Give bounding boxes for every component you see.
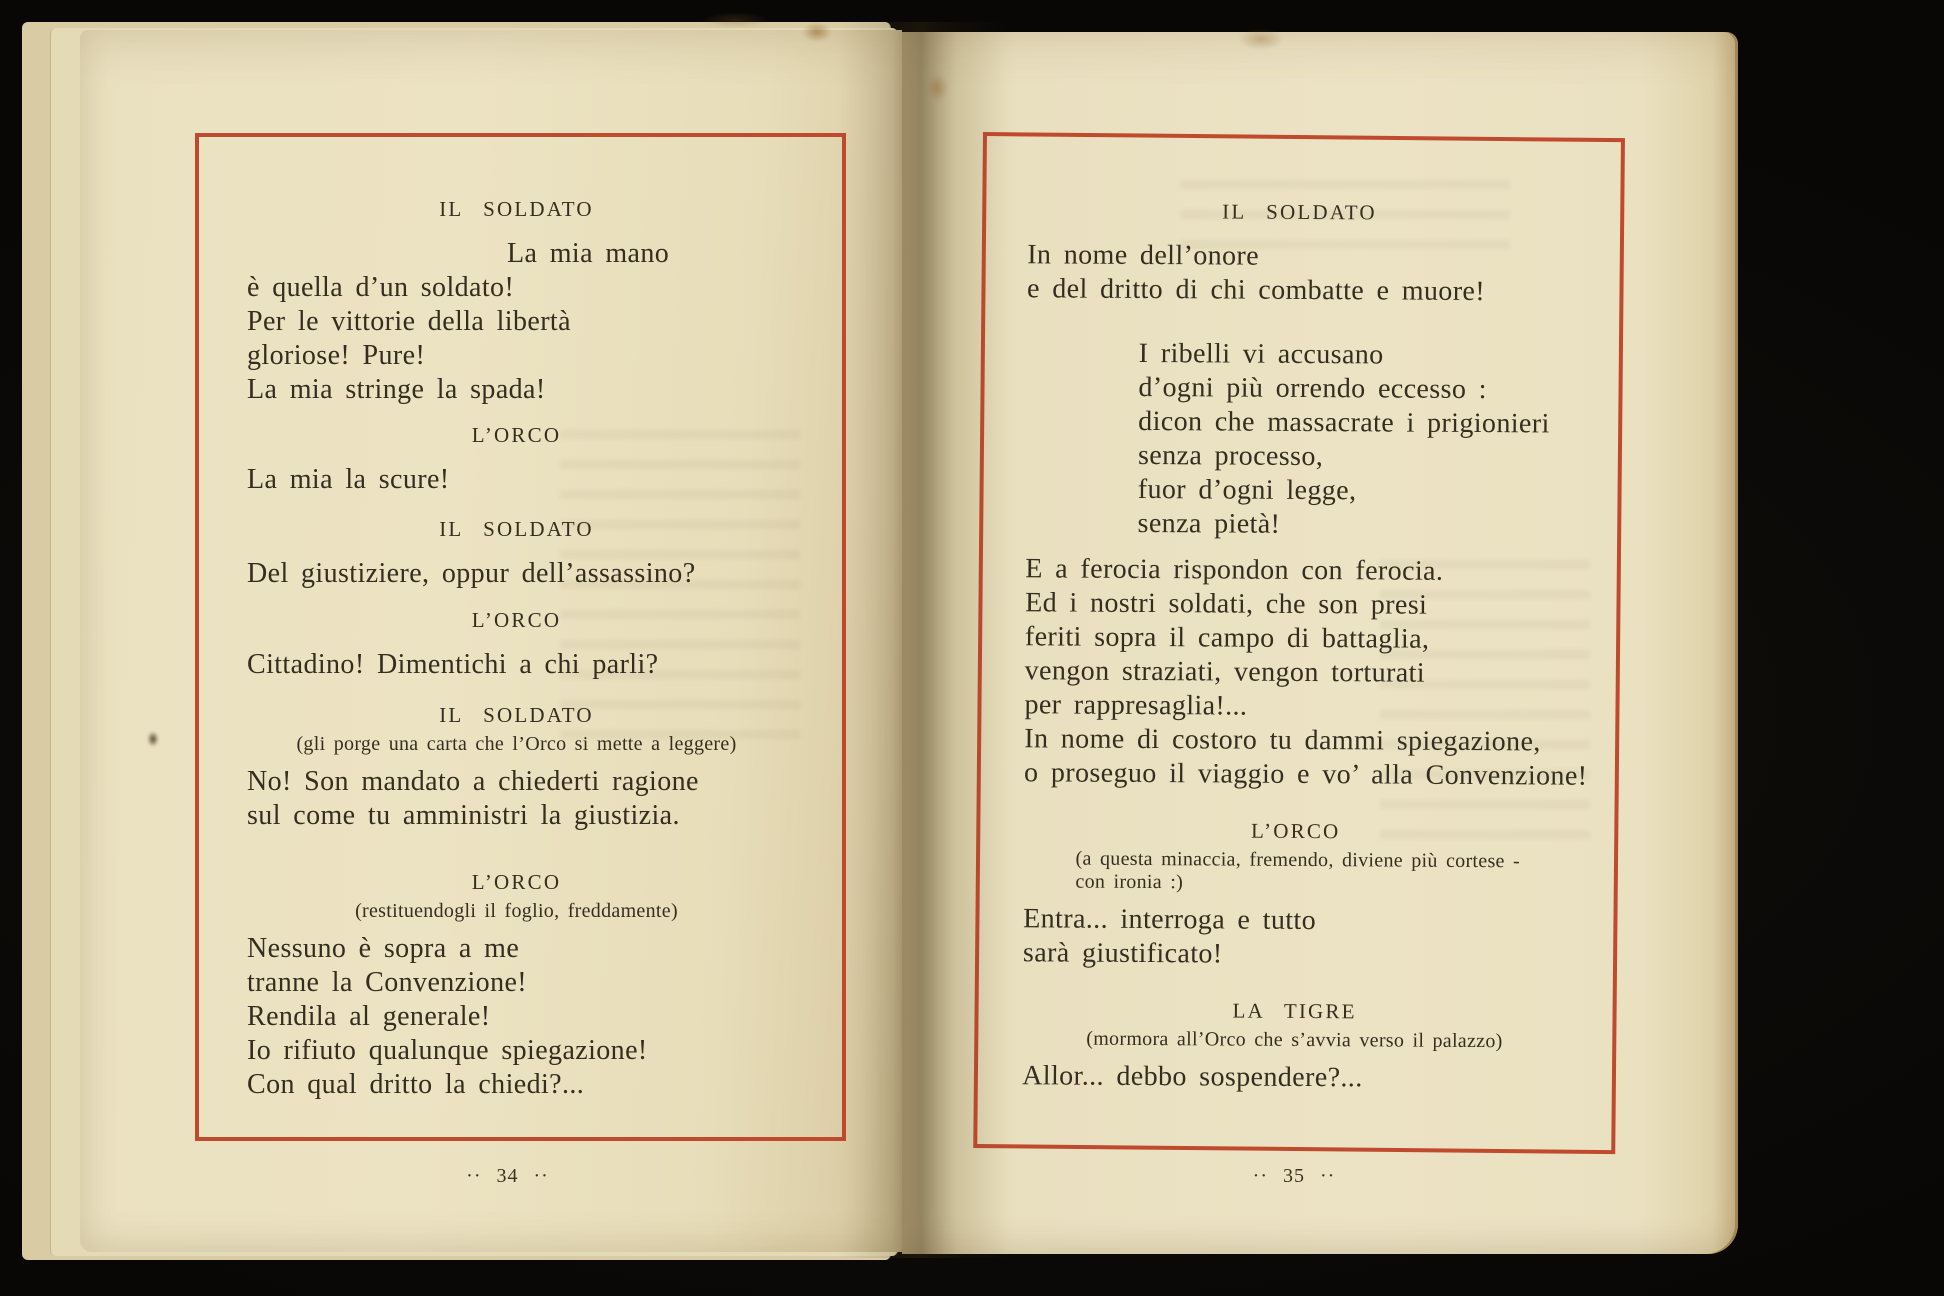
stage-direction: (a questa minaccia, fremendo, diviene più cortese - <box>1075 847 1521 873</box>
verse-line: E a ferocia rispondon con ferocia. <box>1025 553 1444 587</box>
verse-line: Nessuno è sopra a me <box>247 933 520 964</box>
speech-block <box>977 996 1612 1097</box>
speech-block <box>979 552 1614 794</box>
speaker-heading: IL SOLDATO <box>439 197 594 221</box>
speech-block <box>195 607 838 682</box>
verse-line: La mia stringe la spada! <box>247 374 546 405</box>
verse-line: dicon che massacrate i prigionieri <box>1138 405 1550 440</box>
text-column-left <box>195 133 838 1133</box>
verse-line: sul come tu amministri la giustizia. <box>247 800 680 831</box>
speech-block <box>195 196 838 407</box>
speaker-heading: IL SOLDATO <box>1222 199 1377 225</box>
verse-line: Ed i nostri soldati, che son presi <box>1025 587 1428 621</box>
speech-block <box>982 197 1617 310</box>
verse-line: fuor d’ogni legge, <box>1137 473 1357 507</box>
verse-line: I ribelli vi accusano <box>1138 337 1384 371</box>
speaker-heading: L’ORCO <box>471 870 562 894</box>
speaker-heading: IL SOLDATO <box>439 517 594 541</box>
verse-line: d’ogni più orrendo eccesso : <box>1138 371 1487 406</box>
verse-line: per rappresaglia!... <box>1024 689 1248 722</box>
speaker-heading: L’ORCO <box>1250 818 1341 844</box>
text-column-right <box>977 132 1617 1144</box>
verse-line: Cittadino! Dimentichi a chi parli? <box>247 649 659 680</box>
page-number-left: ·· 34 ·· <box>466 1165 549 1187</box>
page-number-right: ·· 35 ·· <box>1252 1165 1336 1187</box>
stage-direction: (mormora all’Orco che s’avvia verso il palazzo) <box>1086 1027 1503 1053</box>
speaker-heading: LA TIGRE <box>1232 998 1357 1024</box>
verse-line: è quella d’un soldato! <box>247 272 515 303</box>
speaker-heading: L’ORCO <box>471 608 562 632</box>
speech-block <box>981 336 1616 544</box>
verse-line: tranne la Convenzione! <box>247 967 528 998</box>
verse-line: senza pietà! <box>1137 507 1281 540</box>
stage-direction: (restituendogli il foglio, freddamente) <box>355 900 678 922</box>
verse-line: Rendila al generale! <box>247 1001 491 1032</box>
verse-line: gloriose! Pure! <box>247 340 426 371</box>
speech-block <box>195 516 838 591</box>
stage-direction: con ironia :) <box>1075 870 1184 894</box>
verse-line: No! Son mandato a chiederti ragione <box>247 766 699 797</box>
verse-line: La mia mano <box>507 238 670 269</box>
speech-block <box>195 869 838 1102</box>
speaker-heading: L’ORCO <box>471 423 562 447</box>
verse-line: Io rifiuto qualunque spiegazione! <box>247 1035 648 1066</box>
verse-line: Allor... debbo sospendere?... <box>1022 1060 1363 1094</box>
speaker-heading: IL SOLDATO <box>439 703 594 727</box>
speech-block <box>195 702 838 833</box>
verse-line: vengon straziati, vengon torturati <box>1024 655 1426 689</box>
stage-direction: (gli porge una carta che l’Orco si mette a leggere) <box>296 733 737 755</box>
verse-line: In nome di costoro tu dammi spiegazione, <box>1024 723 1541 758</box>
verse-line: Con qual dritto la chiedi?... <box>247 1069 585 1100</box>
verse-line: sarà giustificato! <box>1022 937 1223 970</box>
verse-line: feriti sopra il campo di battaglia, <box>1024 621 1430 655</box>
verse-line: e del dritto di chi combatte e muore! <box>1026 273 1486 308</box>
verse-line: Per le vittorie della libertà <box>247 306 571 337</box>
speech-block <box>978 816 1613 974</box>
verse-line: In nome dell’onore <box>1027 239 1260 272</box>
verse-line: La mia la scure! <box>247 464 450 495</box>
verse-line: Entra... interroga e tutto <box>1023 903 1317 937</box>
verse-line: o proseguo il viaggio e vo’ alla Convenzione! <box>1023 757 1588 792</box>
verse-line: Del giustiziere, oppur dell’assassino? <box>247 558 696 589</box>
speech-block <box>195 422 838 497</box>
verse-line: senza processo, <box>1137 439 1324 473</box>
